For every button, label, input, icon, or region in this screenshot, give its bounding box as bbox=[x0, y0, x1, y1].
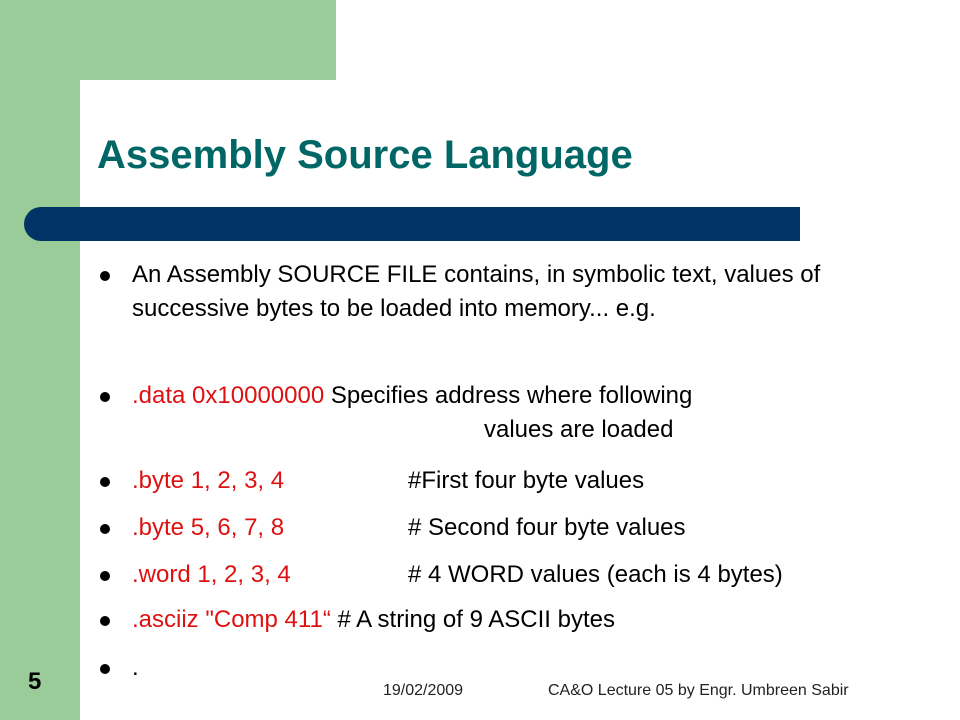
bullet-dot-icon bbox=[100, 477, 110, 487]
bullet-byte-directive-2 bbox=[100, 511, 920, 545]
slide-number: 5 bbox=[28, 668, 42, 695]
code-snippet: .asciiz "Comp 411“ bbox=[132, 606, 331, 633]
bullet-dot-icon bbox=[100, 392, 110, 402]
slide-title: Assembly Source Language bbox=[97, 133, 633, 177]
bullet-text: An Assembly SOURCE FILE contains, in symbolic text, values of successive bytes to be loaded into memory... e.g. bbox=[132, 261, 821, 322]
code-snippet: .word 1, 2, 3, 4 bbox=[132, 561, 291, 588]
bullet-dot-icon bbox=[100, 616, 110, 626]
bullet-text: Specifies address where following bbox=[324, 382, 693, 409]
bullet-asciiz-directive bbox=[100, 603, 920, 637]
bullet-dot-icon bbox=[100, 571, 110, 581]
footer-date: 19/02/2009 bbox=[383, 682, 464, 699]
code-snippet: .byte 1, 2, 3, 4 bbox=[132, 467, 285, 494]
bullet-comment: #First four byte values bbox=[408, 467, 645, 494]
bullet-comment: # 4 WORD values (each is 4 bytes) bbox=[408, 561, 783, 588]
bullet-text: . bbox=[132, 654, 139, 681]
footer-text: CA&O Lecture 05 by Engr. Umbreen Sabir bbox=[548, 682, 849, 699]
bullet-dot-icon bbox=[100, 664, 110, 674]
code-snippet: .byte 5, 6, 7, 8 bbox=[132, 514, 285, 541]
bullet-continuation: values are loaded bbox=[484, 416, 674, 443]
bullet-comment: # Second four byte values bbox=[408, 514, 686, 541]
bullet-intro bbox=[100, 258, 920, 326]
bullet-ellipsis bbox=[100, 651, 920, 685]
bullet-dot-icon bbox=[100, 271, 110, 281]
bullet-word-directive bbox=[100, 558, 920, 592]
code-snippet: .data 0x10000000 bbox=[132, 382, 325, 409]
bullet-comment: # A string of 9 ASCII bytes bbox=[330, 606, 615, 633]
bullet-data-directive bbox=[100, 379, 920, 447]
bullet-dot-icon bbox=[100, 524, 110, 534]
bullet-byte-directive-1 bbox=[100, 464, 920, 498]
